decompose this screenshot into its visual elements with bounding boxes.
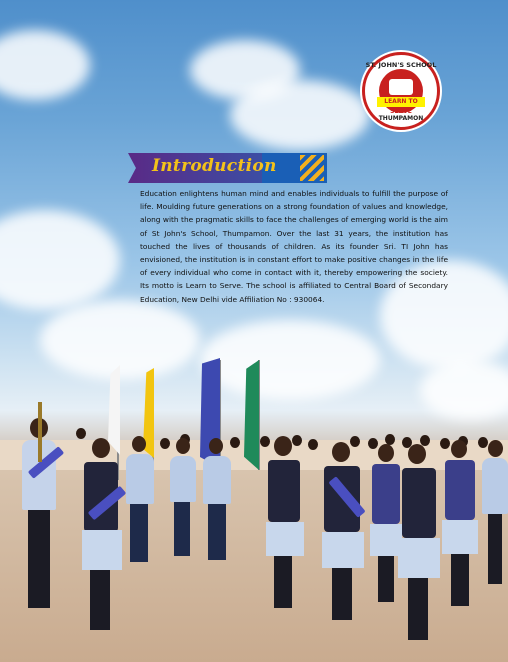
- cloud: [420, 360, 508, 420]
- book-icon: [389, 79, 413, 95]
- student-school-captain: [318, 442, 368, 622]
- student-head: [308, 439, 318, 450]
- student-girl: [480, 440, 508, 590]
- torch: [38, 402, 42, 462]
- student-girl: [394, 444, 444, 644]
- student-boy: [200, 438, 234, 562]
- student-boy: [168, 438, 200, 558]
- cloud: [40, 300, 200, 380]
- student-head-girl: [78, 438, 128, 638]
- school-logo: [362, 52, 440, 130]
- student-girl: [440, 440, 480, 610]
- intro-paragraph: Education enlightens human mind and enables individuals to fulfill the purpose of life. Moulding future generations on a strong foundation of values and knowledge, along with the pragmatic skills to face the challenges of emerging world is the aim of St John's School, Thumpamon. Over the last 31 years, the institution has touched the lives of thousands of children. As its founder Sri. TI John has envisioned, the institution is in constant effort to make positive changes in the life of every individual who come in contact with it, thereby empowering the society. Its motto is Learn to Serve. The school is affiliated to Central Board of Secondary Education, New Delhi vide Affiliation No : 930064.: [140, 189, 448, 304]
- cloud: [0, 210, 120, 310]
- student-torch-bearer: [14, 418, 74, 618]
- student-boy: [124, 436, 158, 566]
- logo-bottom-text: THUMPAMON: [378, 115, 424, 122]
- student-girl: [262, 436, 308, 612]
- logo-motto-ribbon: LEARN TO SERVE: [377, 97, 425, 107]
- cloud: [0, 30, 90, 100]
- logo-top-text: ST. JOHN'S SCHOOL: [365, 61, 437, 69]
- cloud: [230, 80, 370, 150]
- cloud: [200, 320, 380, 400]
- heading-stripe: [300, 155, 324, 181]
- section-title: Introduction: [152, 156, 277, 176]
